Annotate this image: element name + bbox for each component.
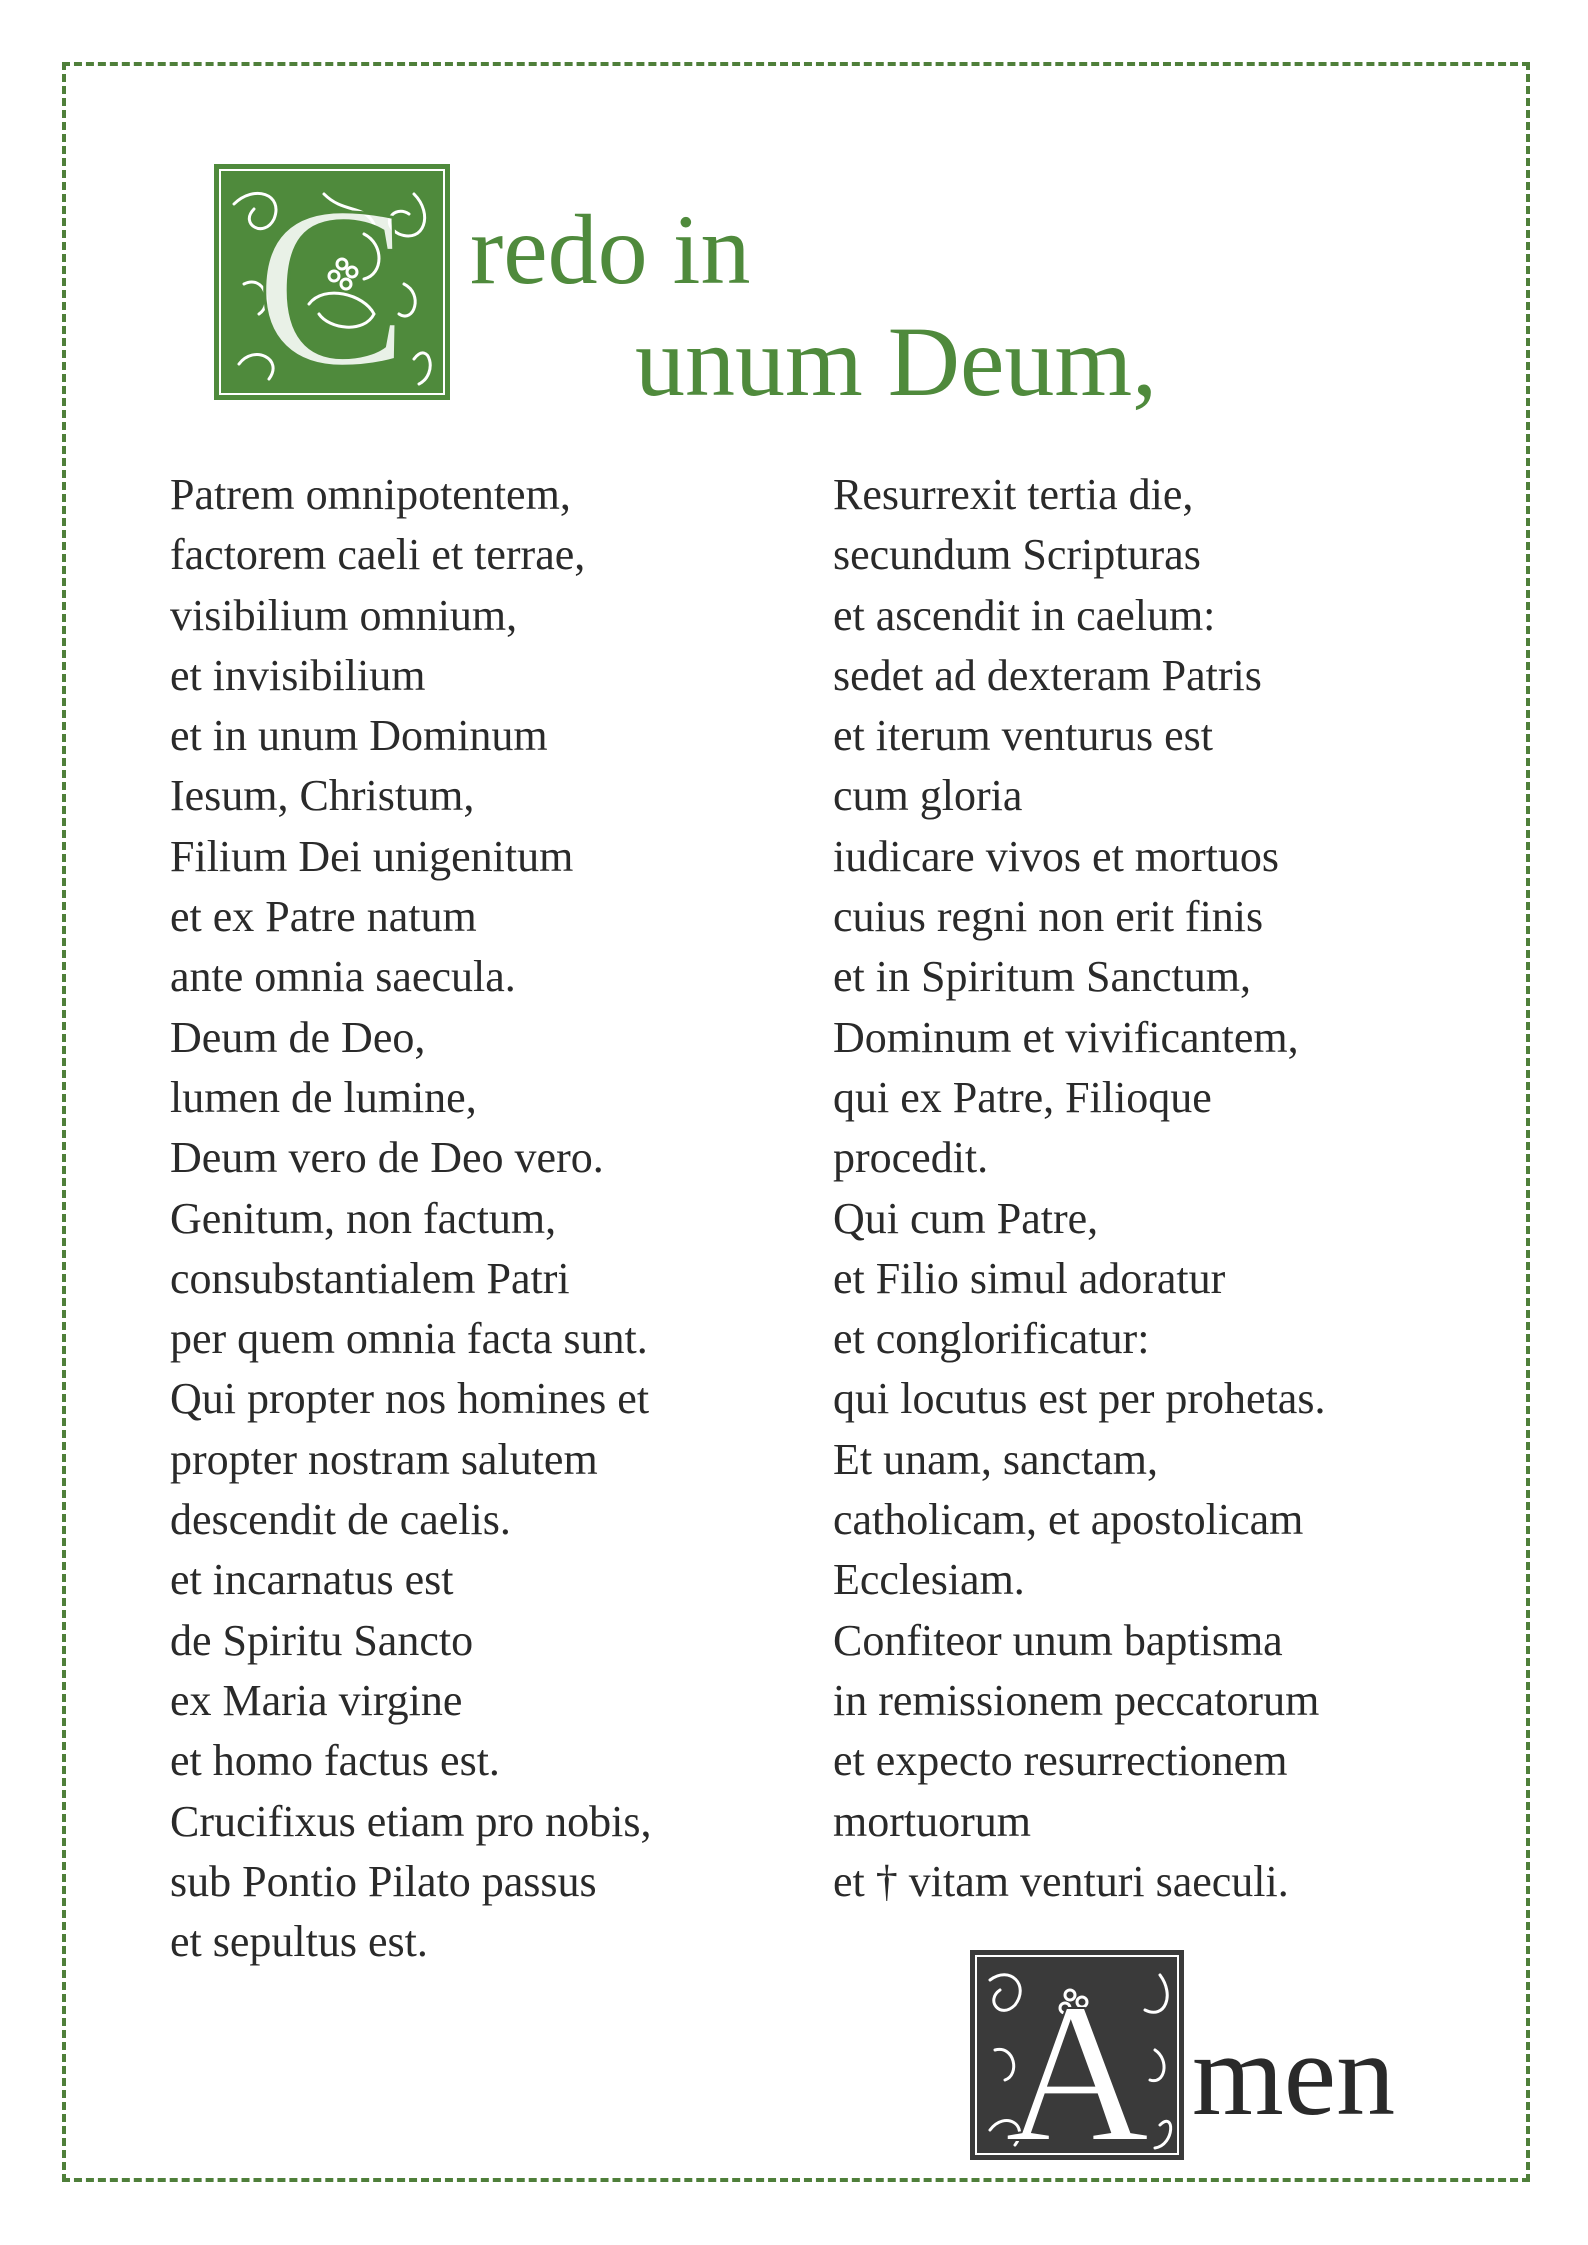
verse-line: ante omnia saecula.	[170, 952, 516, 1002]
verse-line: Deum vero de Deo vero.	[170, 1133, 604, 1183]
verse-line: cuius regni non erit finis	[833, 892, 1264, 942]
illuminated-initial-a	[970, 1950, 1184, 2160]
verse-line: et in unum Dominum	[170, 711, 548, 761]
verse-line: et incarnatus est	[170, 1555, 454, 1605]
verse-line: et sepultus est.	[170, 1917, 428, 1967]
verse-line: consubstantialem Patri	[170, 1253, 570, 1303]
verse-line: Ecclesiam.	[833, 1555, 1025, 1605]
verse-line: Confiteor unum baptisma	[833, 1615, 1283, 1665]
verse-line: Qui cum Patre,	[833, 1193, 1099, 1243]
closing-amen-rest: men	[1192, 2009, 1396, 2140]
verse-line: Genitum, non factum,	[170, 1193, 557, 1243]
verse-line: secundum Scripturas	[833, 530, 1201, 580]
right-column-verses	[833, 465, 1325, 1912]
verse-line: et iterum venturus est	[833, 711, 1214, 761]
verse-line: et expecto resurrectionem	[833, 1736, 1288, 1786]
verse-line: et homo factus est.	[170, 1736, 500, 1786]
verse-line: Filium Dei unigenitum	[170, 831, 574, 881]
verse-line: Crucifixus etiam pro nobis,	[170, 1796, 652, 1846]
title-line-1: redo in	[470, 194, 751, 305]
verse-line: per quem omnia facta sunt.	[170, 1314, 648, 1364]
verse-line: et ascendit in caelum:	[833, 590, 1216, 640]
verse-line: et invisibilium	[170, 650, 426, 700]
verse-line: et Filio simul adoratur	[833, 1253, 1226, 1303]
verse-line: descendit de caelis.	[170, 1495, 511, 1545]
illuminated-initial-letter: C	[255, 164, 409, 400]
verse-line: et † vitam venturi saeculi.	[833, 1856, 1289, 1906]
verse-line: Et unam, sanctam,	[833, 1434, 1159, 1484]
verse-line: Deum de Deo,	[170, 1012, 426, 1062]
verse-line: Resurrexit tertia die,	[833, 470, 1194, 519]
title-line-2: unum Deum,	[635, 306, 1158, 417]
verse-line: lumen de lumine,	[170, 1072, 477, 1122]
illuminated-initial-c	[214, 164, 450, 400]
verse-line: Dominum et vivificantem,	[833, 1012, 1299, 1062]
verse-line: et ex Patre natum	[170, 892, 477, 942]
verse-line: sub Pontio Pilato passus	[170, 1856, 597, 1906]
verse-line: de Spiritu Sancto	[170, 1615, 474, 1665]
verse-line: in remissionem peccatorum	[833, 1675, 1320, 1725]
verse-line: catholicam, et apostolicam	[833, 1495, 1304, 1545]
verse-line: Patrem omnipotentem,	[170, 470, 571, 519]
verse-line: mortuorum	[833, 1796, 1031, 1846]
verse-line: factorem caeli et terrae,	[170, 530, 586, 580]
verse-line: visibilium omnium,	[170, 590, 518, 640]
verse-line: ex Maria virgine	[170, 1675, 463, 1725]
left-column-verses	[170, 465, 652, 1972]
verse-line: sedet ad dexteram Patris	[833, 650, 1262, 700]
verse-line: procedit.	[833, 1133, 989, 1183]
verse-line: cum gloria	[833, 771, 1023, 821]
verse-line: iudicare vivos et mortuos	[833, 831, 1280, 881]
verse-line: Qui propter nos homines et	[170, 1374, 650, 1424]
floral-ornament-dark	[970, 1950, 1184, 2160]
verse-line: et conglorificatur:	[833, 1314, 1150, 1364]
verse-line: qui locutus est per prohetas.	[833, 1374, 1326, 1424]
verse-line: propter nostram salutem	[170, 1434, 598, 1484]
verse-line: Iesum, Christum,	[170, 771, 475, 821]
verse-line: et in Spiritum Sanctum,	[833, 952, 1251, 1002]
floral-ornament-green	[214, 164, 450, 400]
verse-line: qui ex Patre, Filioque	[833, 1072, 1212, 1122]
illuminated-initial-letter: A	[1004, 1963, 1150, 2160]
